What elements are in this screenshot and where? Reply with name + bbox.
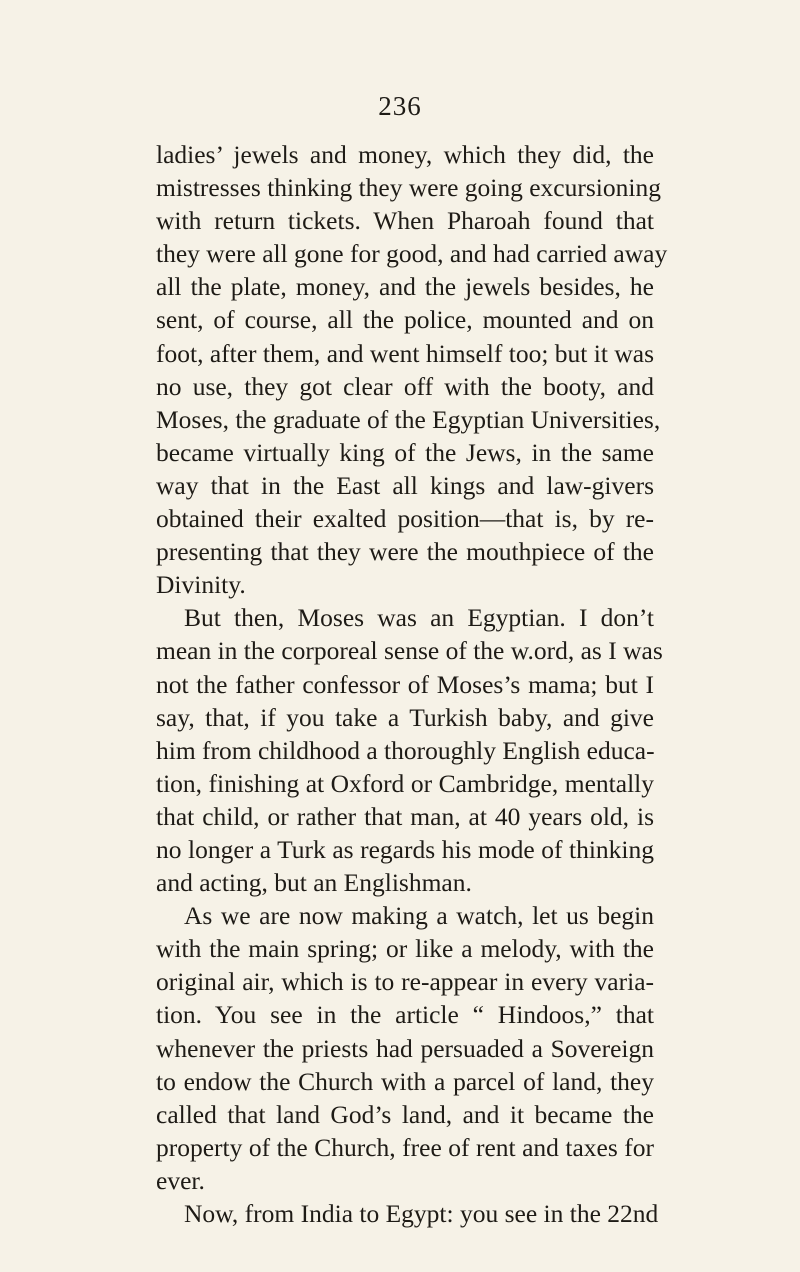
- text-line: mean in the corporeal sense of the w.ord, as I was: [156, 636, 663, 666]
- text-line: him from childhood a thoroughly English educa-: [156, 735, 655, 765]
- body-text: [156, 138, 668, 1230]
- text-line: Moses, the graduate of the Egyptian Universities,: [156, 404, 661, 434]
- text-line: property of the Church, free of rent and taxes for: [156, 1132, 654, 1162]
- text-line: presenting that they were the mouthpiece of the: [156, 537, 654, 567]
- text-line: mistresses thinking they were going excursioning: [156, 173, 661, 203]
- text-line: sent, of course, all the police, mounted and on: [156, 305, 654, 335]
- text-line: no use, they got clear off with the booty, and: [156, 371, 654, 401]
- text-line: they were all gone for good, and had carried away: [156, 239, 668, 269]
- text-line: Divinity.: [156, 570, 246, 600]
- text-line: obtained their exalted position—that is, by re-: [156, 504, 654, 534]
- text-line: became virtually king of the Jews, in the same: [156, 437, 654, 467]
- text-line: ever.: [156, 1165, 205, 1195]
- text-line: As we are now making a watch, let us begin: [184, 901, 654, 931]
- text-line: and acting, but an Englishman.: [156, 868, 472, 898]
- text-line: original air, which is to re-appear in every varia-: [156, 967, 654, 997]
- text-line: with the main spring; or like a melody, with the: [156, 934, 654, 964]
- text-line: with return tickets. When Pharoah found that: [156, 206, 654, 236]
- text-line: to endow the Church with a parcel of land, they: [156, 1066, 654, 1096]
- text-line: ladies’ jewels and money, which they did, the: [156, 140, 654, 169]
- text-line: way that in the East all kings and law-givers: [156, 470, 654, 500]
- text-line: that child, or rather that man, at 40 years old, is: [156, 801, 654, 831]
- page-number: 236: [378, 91, 422, 121]
- text-line: called that land God’s land, and it became the: [156, 1099, 654, 1129]
- text-line: tion, finishing at Oxford or Cambridge, mentally: [156, 768, 654, 798]
- text-line: no longer a Turk as regards his mode of thinking: [156, 834, 654, 864]
- text-line: foot, after them, and went himself too; but it was: [156, 338, 654, 368]
- text-line: all the plate, money, and the jewels besides, he: [156, 272, 654, 302]
- text-line: But then, Moses was an Egyptian. I don’t: [184, 603, 654, 633]
- text-line: not the father confessor of Moses’s mama; but I: [156, 669, 654, 699]
- text-line: tion. You see in the article “ Hindoos,” that: [156, 1000, 654, 1030]
- text-line: Now, from India to Egypt: you see in the 22nd: [184, 1199, 659, 1228]
- text-line: whenever the priests had persuaded a Sovereign: [156, 1033, 654, 1063]
- text-line: say, that, if you take a Turkish baby, and give: [156, 702, 654, 732]
